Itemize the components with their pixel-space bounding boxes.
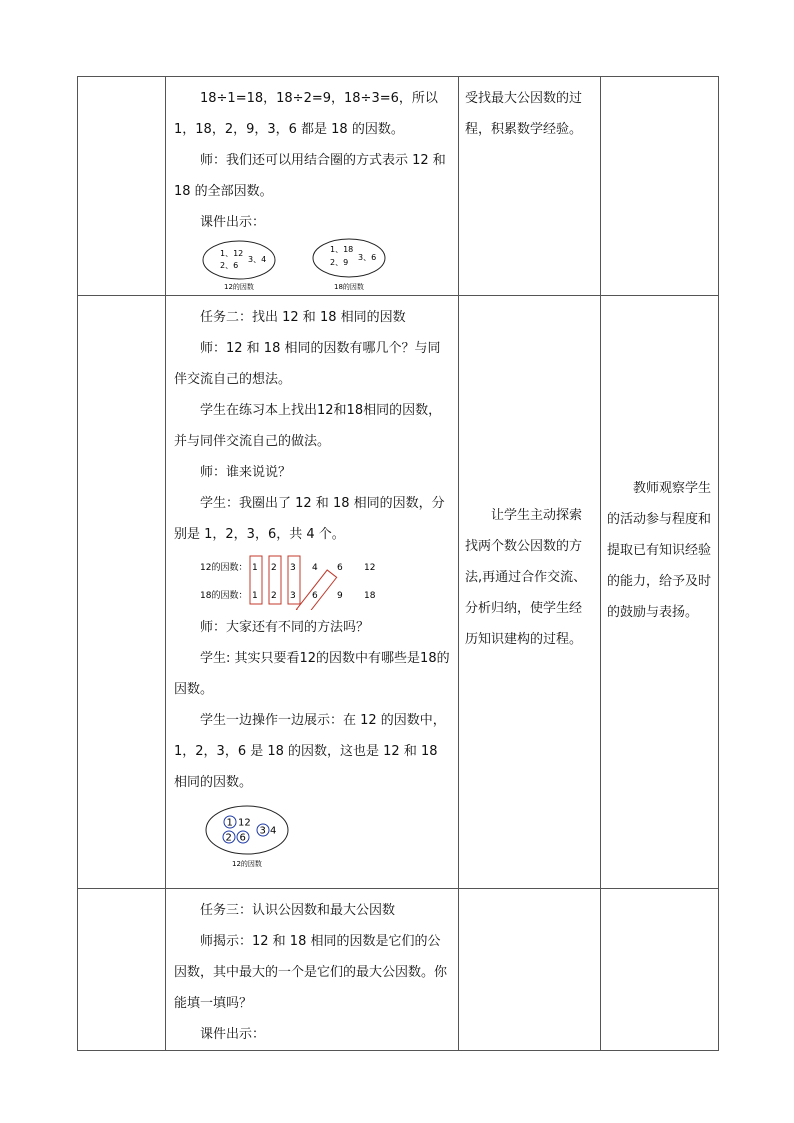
factor-set-figure: [174, 238, 452, 290]
factor-18: 6: [312, 591, 318, 601]
factor-18: 1: [252, 591, 258, 601]
circled-number: 3: [259, 825, 266, 837]
table-row: [78, 889, 719, 1051]
ellipse-text: 3、4: [248, 255, 267, 264]
assessment-cell: [601, 296, 719, 889]
paragraph: 受找最大公因数的过程，积累数学经验。: [465, 91, 583, 137]
factor-12: 2: [271, 563, 277, 573]
factor-18: 18: [364, 591, 376, 601]
assessment-cell: [601, 77, 719, 296]
ellipse-text: 2、9: [330, 258, 349, 267]
circled-number: 2: [225, 832, 232, 844]
process-cell: [166, 889, 459, 1051]
factor-12: 1: [252, 563, 258, 573]
task-heading: 任务三：认识公因数和最大公因数: [200, 903, 396, 918]
ellipse-text: 2、6: [220, 261, 239, 270]
common-factor-svg: [174, 550, 454, 610]
intent-cell: [459, 77, 601, 296]
factor-12: 6: [337, 563, 343, 573]
paragraph: 18÷1=18，18÷2=9，18÷3=6，所以 1，18，2，9，3，6 都是 18 的因数。: [174, 91, 438, 137]
factor-ellipses-svg: [174, 238, 454, 294]
row-label: 12的因数：: [200, 563, 248, 573]
factor-12: 12: [364, 563, 376, 573]
factor-12: 3: [290, 563, 296, 573]
circled-factor-figure: [174, 798, 452, 868]
paragraph: 课件出示：: [200, 1027, 266, 1042]
paragraph: 让学生主动探索找两个数公因数的方法,再通过合作交流、分析归纳，使学生经历知识建构的过程。: [465, 507, 587, 647]
intent-cell: [459, 889, 601, 1051]
factor-18: 9: [337, 591, 343, 601]
ellipse-caption: 18的因数: [334, 283, 364, 291]
paragraph: 师：大家还有不同的方法吗？: [200, 620, 370, 635]
process-cell: [166, 77, 459, 296]
paragraph: 课件出示：: [200, 215, 266, 230]
circled-number: 6: [239, 832, 246, 844]
circled-number: 1: [226, 817, 233, 829]
ellipse-text: 1、12: [220, 249, 244, 258]
stage-cell: [78, 77, 166, 296]
factor-18: 3: [290, 591, 296, 601]
row-label: 18的因数：: [200, 591, 248, 601]
intent-cell: [459, 296, 601, 889]
ellipse-text: 1、18: [330, 245, 354, 254]
ellipse-text: 3、6: [358, 253, 377, 262]
factor-12: 4: [312, 563, 318, 573]
factor-18: 2: [271, 591, 277, 601]
paragraph: 师：谁来说说？: [200, 465, 292, 480]
circled-number: 4: [270, 825, 277, 837]
circled-factor-svg: [174, 798, 454, 870]
paragraph: 教师观察学生的活动参与程度和提取已有知识经验的能力，给予及时的鼓励与表扬。: [607, 480, 712, 620]
stage-cell: [78, 296, 166, 889]
table-row: [78, 296, 719, 889]
paragraph: 师：我们还可以用结合圈的方式表示 12 和 18 的全部因数。: [174, 153, 446, 199]
circled-number: 12: [238, 817, 251, 829]
paragraph: 师揭示：12 和 18 相同的因数是它们的公因数，其中最大的一个是它们的最大公因数。你能填一填吗？: [174, 934, 448, 1011]
table-row: [78, 77, 719, 296]
paragraph: 学生在练习本上找出12和18相同的因数，并与同伴交流自己的做法。: [174, 403, 442, 449]
stage-cell: [78, 889, 166, 1051]
ellipse-caption: 12的因数: [232, 860, 262, 868]
paragraph: 学生: 其实只要看12的因数中有哪些是18的因数。: [174, 651, 450, 697]
task-heading: 任务二：找出 12 和 18 相同的因数: [200, 310, 406, 325]
paragraph: 学生：我圈出了 12 和 18 相同的因数，分别是 1，2，3，6，共 4 个。: [174, 496, 445, 542]
lesson-plan-table: [77, 76, 719, 1051]
paragraph: 学生一边操作一边展示：在 12 的因数中，1，2，3，6 是 18 的因数，这也是 12 和 18 相同的因数。: [174, 713, 446, 790]
common-factor-diagram: [174, 550, 452, 612]
ellipse-caption: 12的因数: [224, 283, 254, 291]
paragraph: 师：12 和 18 相同的因数有哪几个？与同伴交流自己的想法。: [174, 341, 441, 387]
assessment-cell: [601, 889, 719, 1051]
process-cell: [166, 296, 459, 889]
